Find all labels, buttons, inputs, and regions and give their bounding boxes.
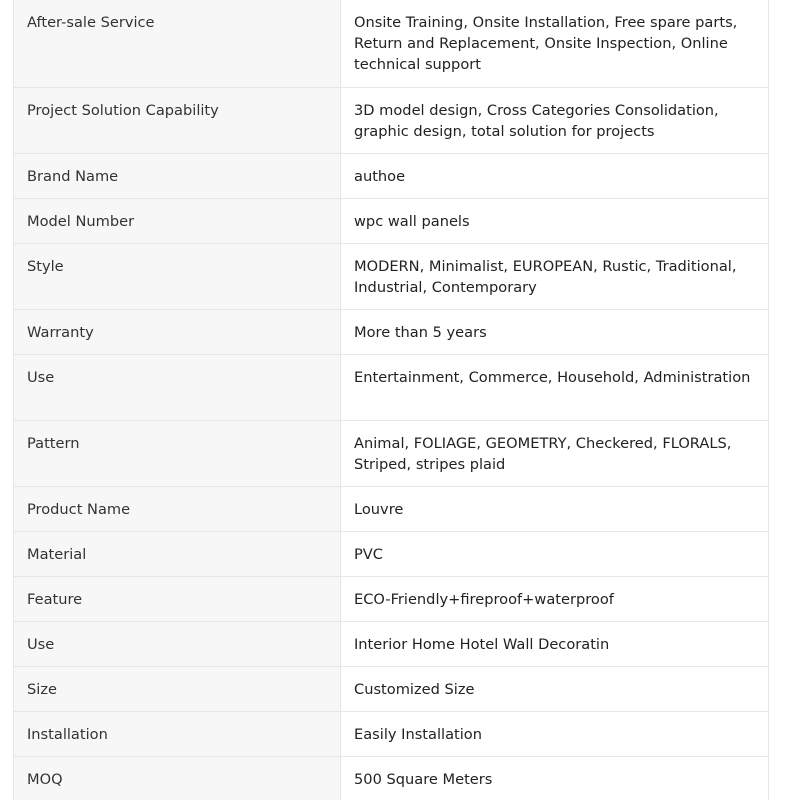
spec-value: Customized Size (341, 667, 769, 712)
table-row (14, 244, 769, 310)
table-row (14, 622, 769, 667)
spec-value: 3D model design, Cross Categories Consolidation, graphic design, total solution for projects (341, 88, 769, 154)
table-row (14, 355, 769, 421)
table-row (14, 757, 769, 800)
spec-value: Entertainment, Commerce, Household, Administration (341, 355, 769, 421)
table-row (14, 667, 769, 712)
table-row (14, 487, 769, 532)
spec-label: MOQ (14, 757, 341, 800)
table-row (14, 199, 769, 244)
spec-label: Size (14, 667, 341, 712)
spec-value: Onsite Training, Onsite Installation, Free spare parts, Return and Replacement, Onsite Inspection, Online technical support (341, 0, 769, 88)
spec-label: Use (14, 355, 341, 421)
spec-value: MODERN, Minimalist, EUROPEAN, Rustic, Traditional, Industrial, Contemporary (341, 244, 769, 310)
spec-label: Pattern (14, 421, 341, 487)
table-row (14, 532, 769, 577)
spec-value: PVC (341, 532, 769, 577)
spec-label: Material (14, 532, 341, 577)
product-spec-table (13, 0, 769, 800)
table-row (14, 310, 769, 355)
spec-label: Installation (14, 712, 341, 757)
spec-value: More than 5 years (341, 310, 769, 355)
spec-label: Product Name (14, 487, 341, 532)
spec-value: 500 Square Meters (341, 757, 769, 800)
spec-label: Feature (14, 577, 341, 622)
spec-value: authoe (341, 154, 769, 199)
spec-label: Use (14, 622, 341, 667)
table-row (14, 88, 769, 154)
table-row (14, 0, 769, 88)
spec-label: Warranty (14, 310, 341, 355)
spec-value: Easily Installation (341, 712, 769, 757)
table-row (14, 712, 769, 757)
spec-value: wpc wall panels (341, 199, 769, 244)
spec-value: Interior Home Hotel Wall Decoratin (341, 622, 769, 667)
spec-label: Brand Name (14, 154, 341, 199)
spec-value: ECO-Friendly+fireproof+waterproof (341, 577, 769, 622)
spec-label: Model Number (14, 199, 341, 244)
table-row (14, 154, 769, 199)
spec-label: Style (14, 244, 341, 310)
table-row (14, 577, 769, 622)
table-row (14, 421, 769, 487)
spec-label: After-sale Service (14, 0, 341, 88)
spec-value: Louvre (341, 487, 769, 532)
spec-value: Animal, FOLIAGE, GEOMETRY, Checkered, FLORALS, Striped, stripes plaid (341, 421, 769, 487)
spec-label: Project Solution Capability (14, 88, 341, 154)
